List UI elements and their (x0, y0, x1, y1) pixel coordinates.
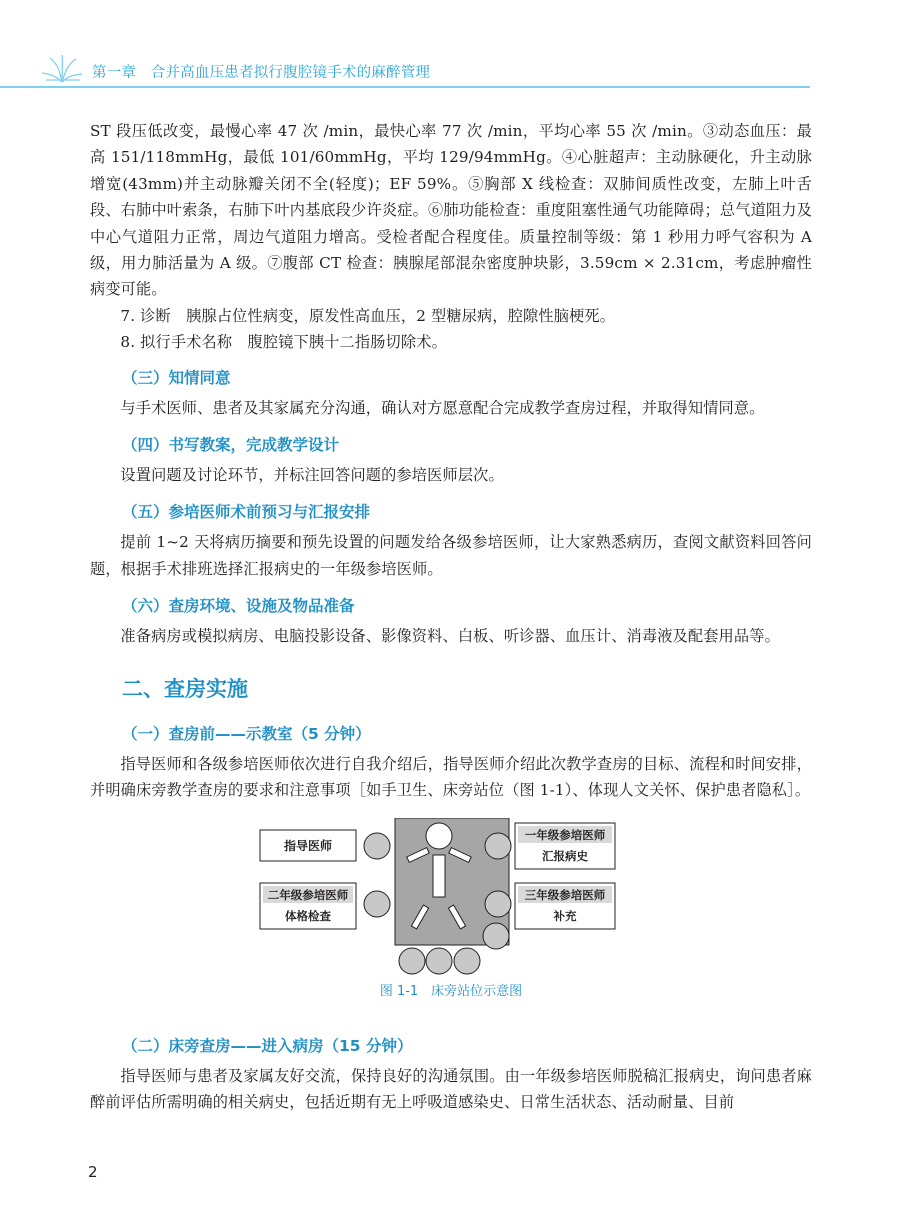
box-second-year-label: 二年级参培医师 (267, 887, 349, 902)
diagnosis-paragraph: 7. 诊断 胰腺占位性病变，原发性高血压，2 型糖尿病，腔隙性脑梗死。 (120, 306, 616, 325)
exam-results-paragraph: ST 段压低改变，最慢心率 47 次 /min，最快心率 77 次 /min，平均心率 55 次 /min。③动态血压：最高 151/118mmHg，最低 101/60mmHg，平均 129/94mmHg。④心脏超声：主动脉硬化，升主动脉增宽(43mm)并主动脉瓣关闭不全(轻度)；EF 59%。⑤胸部 X 线检查：双肺间质性改变，左肺上叶舌段、右肺中叶索条，右肺下叶内基底段少许炎症。⑥肺功能检查：重度阻塞性通气功能障碍；总气道阻力及中心气道阻力正常，周边气道阻力增高。受检者配合程度佳。质量控制等级：第 1 秒用力呼气容积为 A 级，用力肺活量为 A 级。⑦腹部 CT 检查：胰腺尾部混杂密度肿块影，3.59cm × 2.31cm，考虑肿瘤性病变可能。 (90, 122, 812, 299)
figure-caption: 图 1-1 床旁站位示意图 (379, 983, 523, 999)
chapter-title: 第一章 合并高血压患者拟行腹腔镜手术的麻醉管理 (92, 65, 431, 81)
box-supervisor-label: 指导医师 (283, 838, 333, 853)
box-first-year (515, 823, 615, 869)
header-rule (0, 86, 810, 88)
box-third-year-label: 三年级参培医师 (524, 887, 606, 902)
section-heading-informed-consent: （三）知情同意 (122, 368, 231, 387)
box-third-year-role: 补充 (553, 908, 577, 923)
informed-consent-paragraph: 与手术医师、患者及其家属充分沟通，确认对方愿意配合完成教学查房过程，并取得知情同意。 (120, 398, 765, 417)
chapter-section-heading: 二、查房实施 (122, 676, 248, 701)
page-number: 2 (88, 1163, 98, 1181)
preview-paragraph: 提前 1~2 天将病历摘要和预先设置的问题发给各级参培医师，让大家熟悉病历，查阅文献资料回答问题，根据手术排班选择汇报病史的一年级参培医师。 (90, 533, 812, 578)
section-heading-bedside: （二）床旁查房——进入病房（15 分钟） (122, 1036, 413, 1055)
surgery-name-paragraph: 8. 拟行手术名称 腹腔镜下胰十二指肠切除术。 (120, 333, 447, 352)
section-heading-before-rounds: （一）查房前——示教室（5 分钟） (122, 724, 371, 743)
bedside-paragraph: 指导医师与患者及家属友好交流，保持良好的沟通氛围。由一年级参培医师脱稿汇报病史，询问患者麻醉前评估所需明确的相关病史，包括近期有无上呼吸道感染史、日常生活状态、活动耐量、目前 (90, 1066, 812, 1111)
box-second-year-role: 体格检查 (285, 908, 331, 923)
section-heading-environment: （六）查房环境、设施及物品准备 (122, 597, 355, 616)
lesson-plan-paragraph: 设置问题及讨论环节，并标注回答问题的参培医师层次。 (120, 466, 504, 485)
environment-paragraph: 准备病房或模拟病房、电脑投影设备、影像资料、白板、听诊器、血压计、消毒液及配套用品等。 (120, 627, 780, 646)
page-body (90, 118, 812, 1115)
section-heading-lesson-plan: （四）书写教案，完成教学设计 (122, 436, 340, 455)
bedside-position-figure (90, 818, 812, 1018)
running-header (0, 56, 900, 88)
before-rounds-paragraph: 指导医师和各级参培医师依次进行自我介绍后，指导医师介绍此次教学查房的目标、流程和时间安排，并明确床旁教学查房的要求和注意事项［如手卫生、床旁站位（图 1-1）、体现人文关怀、保护患者隐私］。 (90, 754, 812, 800)
box-first-year-label: 一年级参培医师 (524, 827, 606, 842)
box-third-year (515, 883, 615, 929)
box-supervisor (260, 830, 356, 861)
box-first-year-role: 汇报病史 (542, 848, 588, 863)
leaf-logo-icon (40, 54, 84, 84)
section-heading-preview: （五）参培医师术前预习与汇报安排 (122, 503, 371, 522)
box-second-year (260, 883, 356, 929)
